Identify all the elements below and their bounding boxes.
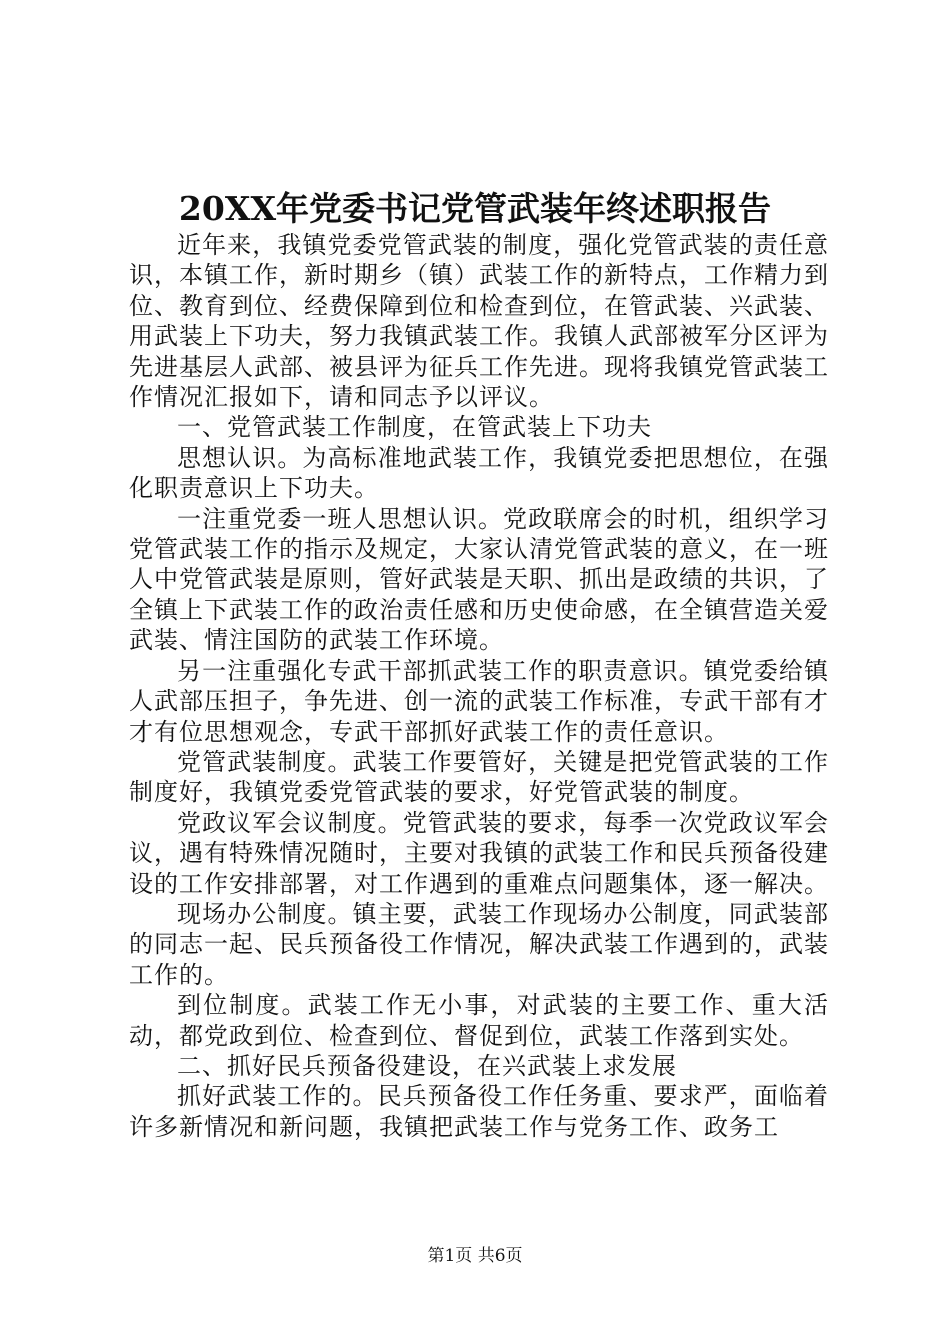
paragraph: 现场办公制度。镇主要，武装工作现场办公制度，同武装部的同志一起、民兵预备役工作情况，解决武装工作遇到的，武装工作的。 (129, 899, 829, 989)
document-body (129, 230, 829, 1142)
paragraph-intro: 近年来，我镇党委党管武装的制度，强化党管武装的责任意识，本镇工作，新时期乡（镇）武装工作的新特点，工作精力到位、教育到位、经费保障到位和检查到位，在管武装、兴武装、用武装上下功夫，努力我镇武装工作。我镇人武部被军分区评为先进基层人武部、被县评为征兵工作先进。现将我镇党管武装工作情况汇报如下，请和同志予以评议。 (129, 231, 829, 412)
paragraph: 思想认识。为高标准地武装工作，我镇党委把思想位，在强化职责意识上下功夫。 (129, 443, 829, 503)
section-heading-2: 二、抓好民兵预备役建设，在兴武装上求发展 (177, 1051, 677, 1080)
paragraph: 抓好武装工作的。民兵预备役工作任务重、要求严，面临着许多新情况和新问题，我镇把武装工作与党务工作、政务工 (129, 1082, 829, 1141)
paragraph: 到位制度。武装工作无小事，对武装的主要工作、重大活动，都党政到位、检查到位、督促到位，武装工作落到实处。 (129, 991, 829, 1050)
paragraph: 一注重党委一班人思想认识。党政联席会的时机，组织学习党管武装工作的指示及规定，大家认清党管武装的意义，在一班人中党管武装是原则，管好武装是天职、抓出是政绩的共识，了全镇上下武装工作的政治责任感和历史使命感，在全镇营造关爱武装、情注国防的武装工作环境。 (129, 504, 829, 655)
document-title: 20XX年党委书记党管武装年终述职报告 (178, 189, 772, 228)
paragraph: 党管武装制度。武装工作要管好，关键是把党管武装的工作制度好，我镇党委党管武装的要求，好党管武装的制度。 (129, 747, 829, 807)
paragraph: 党政议军会议制度。党管武装的要求，每季一次党政议军会议，遇有特殊情况随时，主要对我镇的武装工作和民兵预备役建设的工作安排部署，对工作遇到的重难点问题集体，逐一解决。 (129, 808, 829, 898)
paragraph: 另一注重强化专武干部抓武装工作的职责意识。镇党委给镇人武部压担子，争先进、创一流的武装工作标准，专武干部有才才有位思想观念，专武干部抓好武装工作的责任意识。 (129, 656, 829, 746)
section-heading-1: 一、党管武装工作制度，在管武装上下功夫 (177, 413, 652, 442)
page-number-footer: 第1页 共6页 (427, 1246, 523, 1266)
